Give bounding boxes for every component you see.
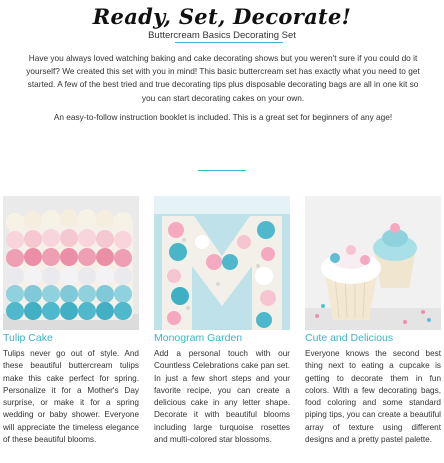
card-title: Monogram Garden bbox=[154, 332, 243, 344]
card-text: Add a personal touch with our Countless Celebrations cake pan set. In just a few short steps and your favorite recipe, you can create a delicious cake in any letter shape. Decorate it with beautiful blooms including large turquoise rosettes and multi-colored star blossoms. bbox=[154, 349, 290, 445]
cupcakes-photo bbox=[305, 196, 441, 330]
intro-paragraph: Have you always loved watching baking and cake decorating shows but you weren't sure if you could do it yourself? We created this set with you in mind! This basic buttercream set has exactly what you need to get started. A few of the best tried and true decorating tips plus disposable decorating bags are all in one kit so you can start decorating cakes on your own. bbox=[26, 53, 420, 103]
card-title: Tulip Cake bbox=[3, 332, 53, 344]
intro-paragraph: An easy-to-follow instruction booklet is included. This is a great set for beginners of any age! bbox=[53, 111, 393, 122]
card-tulip-cake bbox=[3, 196, 139, 446]
page-subtitle: Buttercream Basics Decorating Set bbox=[148, 30, 296, 41]
card-title: Cute and Delicious bbox=[305, 332, 394, 344]
page-title: Ready, Set, Decorate! bbox=[92, 4, 352, 29]
intro-text bbox=[22, 52, 424, 124]
section-divider bbox=[198, 170, 246, 171]
card-cute-and-delicious bbox=[305, 196, 441, 446]
tulip-cake-photo bbox=[3, 196, 139, 330]
card-text: Everyone knows the second best thing next to eating a cupcake is getting to decorate them in fun colors. With a few decorating bags, food coloring and some standard piping tips, you can create a beautiful array of texture using different designs and a pretty pastel palette. bbox=[305, 349, 441, 445]
card-text: Tulips never go out of style. And these beautiful buttercream tulips make this cake perfect for spring. Personalize it for a Mother's Day surprise, or make it for a spring wedding or baby shower. Everyone will appreciate the timeless elegance of these beautiful blooms. bbox=[3, 349, 139, 445]
monogram-cake-photo bbox=[154, 196, 290, 330]
card-monogram-garden bbox=[154, 196, 290, 446]
subtitle-underline bbox=[175, 42, 283, 43]
